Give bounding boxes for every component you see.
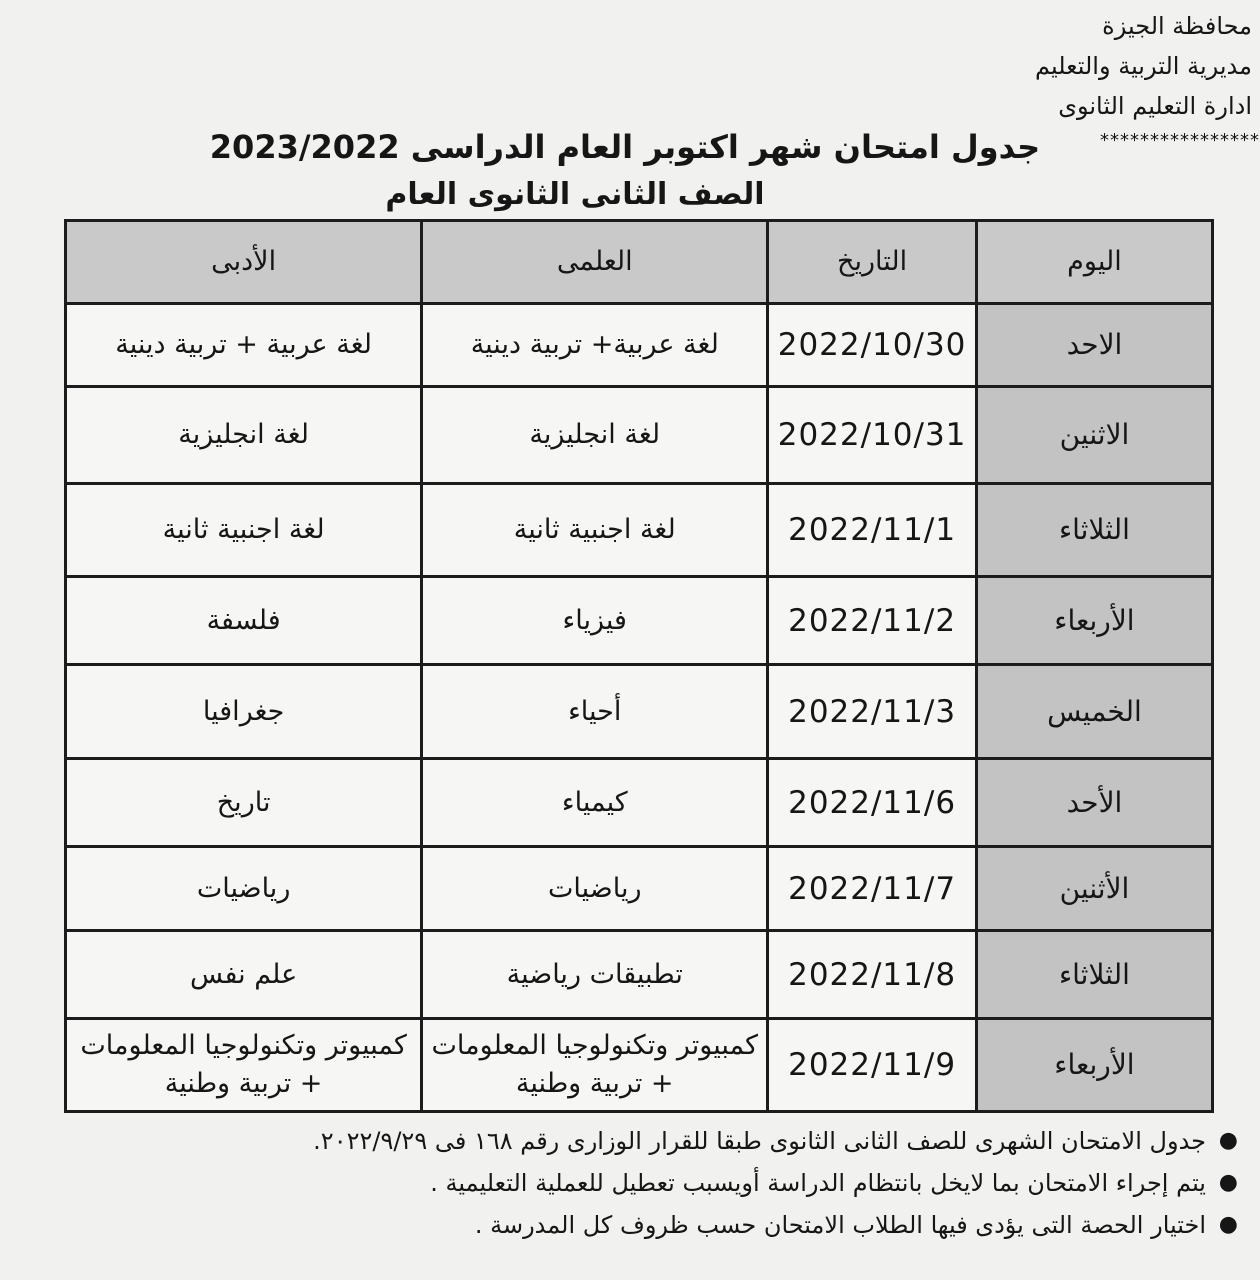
table-row xyxy=(66,665,1213,759)
literary-cell: تاريخ xyxy=(66,759,422,847)
scientific-cell: أحياء xyxy=(422,665,768,759)
table-row xyxy=(66,387,1213,484)
scientific-cell: فيزياء xyxy=(422,577,768,665)
scientific-cell: رياضيات xyxy=(422,847,768,931)
table-row xyxy=(66,577,1213,665)
literary-cell: كمبيوتر وتكنولوجيا المعلومات + تربية وطنية xyxy=(66,1019,422,1112)
day-cell: الأثنين xyxy=(976,847,1212,931)
bullet-icon: ● xyxy=(1218,1128,1238,1153)
literary-cell: فلسفة xyxy=(66,577,422,665)
exam-schedule-table xyxy=(64,219,1214,1113)
governorate-line: محافظة الجيزة xyxy=(1102,12,1252,40)
table-row xyxy=(66,1019,1213,1112)
bullet-icon: ● xyxy=(1218,1212,1238,1237)
administration-line: ادارة التعليم الثانوى xyxy=(1058,92,1252,120)
day-cell: الخميس xyxy=(976,665,1212,759)
table-row xyxy=(66,484,1213,577)
literary-cell: لغة اجنبية ثانية xyxy=(66,484,422,577)
date-cell: 2022/11/6 xyxy=(768,759,977,847)
literary-cell: جغرافيا xyxy=(66,665,422,759)
literary-cell: رياضيات xyxy=(66,847,422,931)
header-day: اليوم xyxy=(976,221,1212,304)
date-cell: 2022/11/7 xyxy=(768,847,977,931)
header-date: التاريخ xyxy=(768,221,977,304)
scientific-cell: كيمياء xyxy=(422,759,768,847)
header-scientific: العلمى xyxy=(422,221,768,304)
note-text: يتم إجراء الامتحان بما لايخل بانتظام الدراسة أويسبب تعطيل للعملية التعليمية . xyxy=(430,1169,1206,1197)
date-cell: 2022/10/30 xyxy=(768,304,977,387)
literary-cell: لغة عربية + تربية دينية xyxy=(66,304,422,387)
table-row xyxy=(66,304,1213,387)
date-cell: 2022/10/31 xyxy=(768,387,977,484)
stars-divider: **************** xyxy=(1100,130,1260,151)
day-cell: الاثنين xyxy=(976,387,1212,484)
date-cell: 2022/11/1 xyxy=(768,484,977,577)
directorate-line: مديرية التربية والتعليم xyxy=(1035,52,1252,80)
date-cell: 2022/11/3 xyxy=(768,665,977,759)
note-text: جدول الامتحان الشهرى للصف الثانى الثانوى طبقا للقرار الوزارى رقم ١٦٨ فى ٢٠٢٢/٩/٢٩. xyxy=(313,1127,1206,1155)
day-cell: الثلاثاء xyxy=(976,484,1212,577)
note-text: اختيار الحصة التى يؤدى فيها الطلاب الامتحان حسب ظروف كل المدرسة . xyxy=(474,1211,1206,1239)
table-row xyxy=(66,759,1213,847)
scientific-cell: لغة انجليزية xyxy=(422,387,768,484)
bullet-icon: ● xyxy=(1218,1170,1238,1195)
literary-cell: لغة انجليزية xyxy=(66,387,422,484)
date-cell: 2022/11/2 xyxy=(768,577,977,665)
page-subtitle: الصف الثانى الثانوى العام xyxy=(385,177,765,212)
date-cell: 2022/11/9 xyxy=(768,1019,977,1112)
notes-list xyxy=(32,1120,1242,1246)
header-block xyxy=(872,6,1252,126)
literary-cell: علم نفس xyxy=(66,931,422,1019)
header-literary: الأدبى xyxy=(66,221,422,304)
day-cell: الأربعاء xyxy=(976,577,1212,665)
note-item xyxy=(32,1120,1242,1162)
day-cell: الاحد xyxy=(976,304,1212,387)
note-item xyxy=(32,1204,1242,1246)
day-cell: الثلاثاء xyxy=(976,931,1212,1019)
scientific-cell: لغة عربية+ تربية دينية xyxy=(422,304,768,387)
table-row xyxy=(66,931,1213,1019)
day-cell: الأحد xyxy=(976,759,1212,847)
scientific-cell: تطبيقات رياضية xyxy=(422,931,768,1019)
table-row xyxy=(66,847,1213,931)
date-cell: 2022/11/8 xyxy=(768,931,977,1019)
table-header-row xyxy=(66,221,1213,304)
scientific-cell: كمبيوتر وتكنولوجيا المعلومات + تربية وطنية xyxy=(422,1019,768,1112)
day-cell: الأربعاء xyxy=(976,1019,1212,1112)
note-item xyxy=(32,1162,1242,1204)
page-title: جدول امتحان شهر اكتوبر العام الدراسى 2023/2022 xyxy=(209,128,1041,166)
scientific-cell: لغة اجنبية ثانية xyxy=(422,484,768,577)
